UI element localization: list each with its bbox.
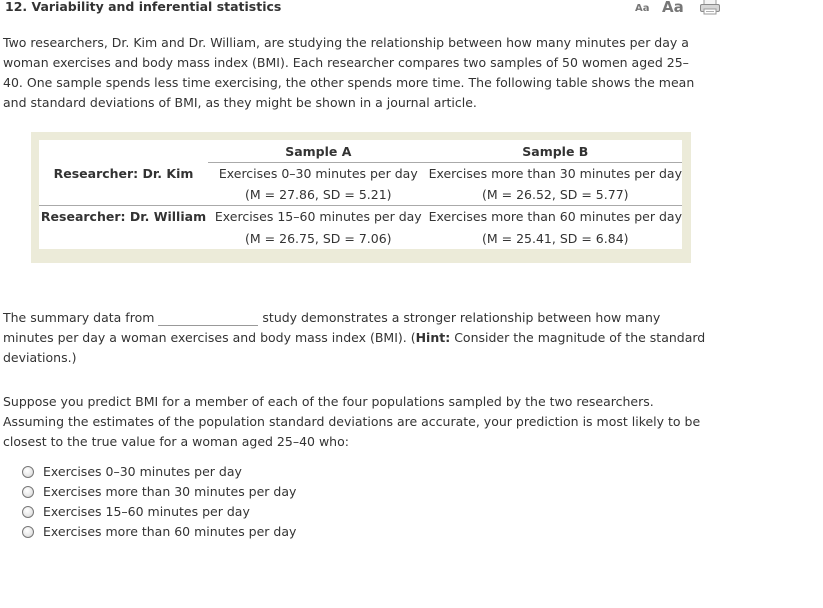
hint-text: Consider the magnitude of the standard deviations.) [3,330,706,365]
question-1-text-after: study demonstrates a stronger relationship between how many minutes per day a woman exercises and body mass index (BMI). ( [3,310,661,345]
answer-options [22,462,296,542]
data-table [39,140,682,249]
table-corner [39,140,208,163]
font-size-large-button[interactable]: Aa [662,0,684,16]
william-sample-b-stats: (M = 25.41, SD = 6.84) [482,230,629,246]
researcher-answer-dropdown[interactable] [158,311,258,326]
radio-button[interactable] [22,466,34,478]
row-header-spacer [39,184,208,206]
option-label: Exercises more than 30 minutes per day [43,484,297,499]
option-label: Exercises more than 60 minutes per day [43,524,297,539]
william-sample-b-description: Exercises more than 60 minutes per day [429,206,682,228]
row-header-spacer [39,227,208,249]
column-header-sample-b: Sample B [429,140,682,163]
data-table-frame [31,132,691,263]
radio-button[interactable] [22,506,34,518]
header [5,0,721,16]
question-1 [3,308,713,368]
option-exercises-more-than-60[interactable] [22,522,296,542]
hint-label: Hint: [415,330,451,345]
intro-paragraph: Two researchers, Dr. Kim and Dr. William, are studying the relationship between how many minutes per day a woman exercises and body mass index (BMI). Each researcher compares two samples of 50 women aged 25–40. One sample spends less time exercising, the other spends more time. The following table shows the mean and standard deviations of BMI, as they might be shown in a journal article. [3,35,695,110]
kim-sample-b-description: Exercises more than 30 minutes per day [428,166,682,181]
option-exercises-more-than-30[interactable] [22,482,296,502]
option-exercises-15-60[interactable] [22,502,296,522]
column-header-sample-a: Sample A [208,140,429,163]
row-header-dr-kim: Researcher: Dr. Kim [53,165,194,181]
print-icon[interactable] [699,0,721,15]
kim-sample-b-stats: (M = 26.52, SD = 5.77) [482,187,629,202]
option-label: Exercises 0–30 minutes per day [43,464,242,479]
radio-button[interactable] [22,526,34,538]
option-exercises-0-30[interactable] [22,462,296,482]
william-sample-a-description: Exercises 15–60 minutes per day [208,206,429,228]
kim-sample-a-stats: (M = 27.86, SD = 5.21) [245,187,392,202]
question-title: 12. Variability and inferential statistics [5,0,282,14]
option-label: Exercises 15–60 minutes per day [43,504,250,519]
radio-button[interactable] [22,486,34,498]
font-size-small-button[interactable]: Aa [635,3,650,14]
kim-sample-a-description: Exercises 0–30 minutes per day [218,166,418,181]
william-sample-a-stats: (M = 26.75, SD = 7.06) [245,230,392,246]
question-1-text-before: The summary data from [3,310,155,325]
row-header-dr-william: Researcher: Dr. William [39,206,208,228]
question-2-text: Suppose you predict BMI for a member of each of the four populations sampled by the two researchers. Assuming the estimates of the population standard deviations are accurate, your prediction is most likely to be closest to the true value for a woman aged 25–40 who: [3,394,701,449]
